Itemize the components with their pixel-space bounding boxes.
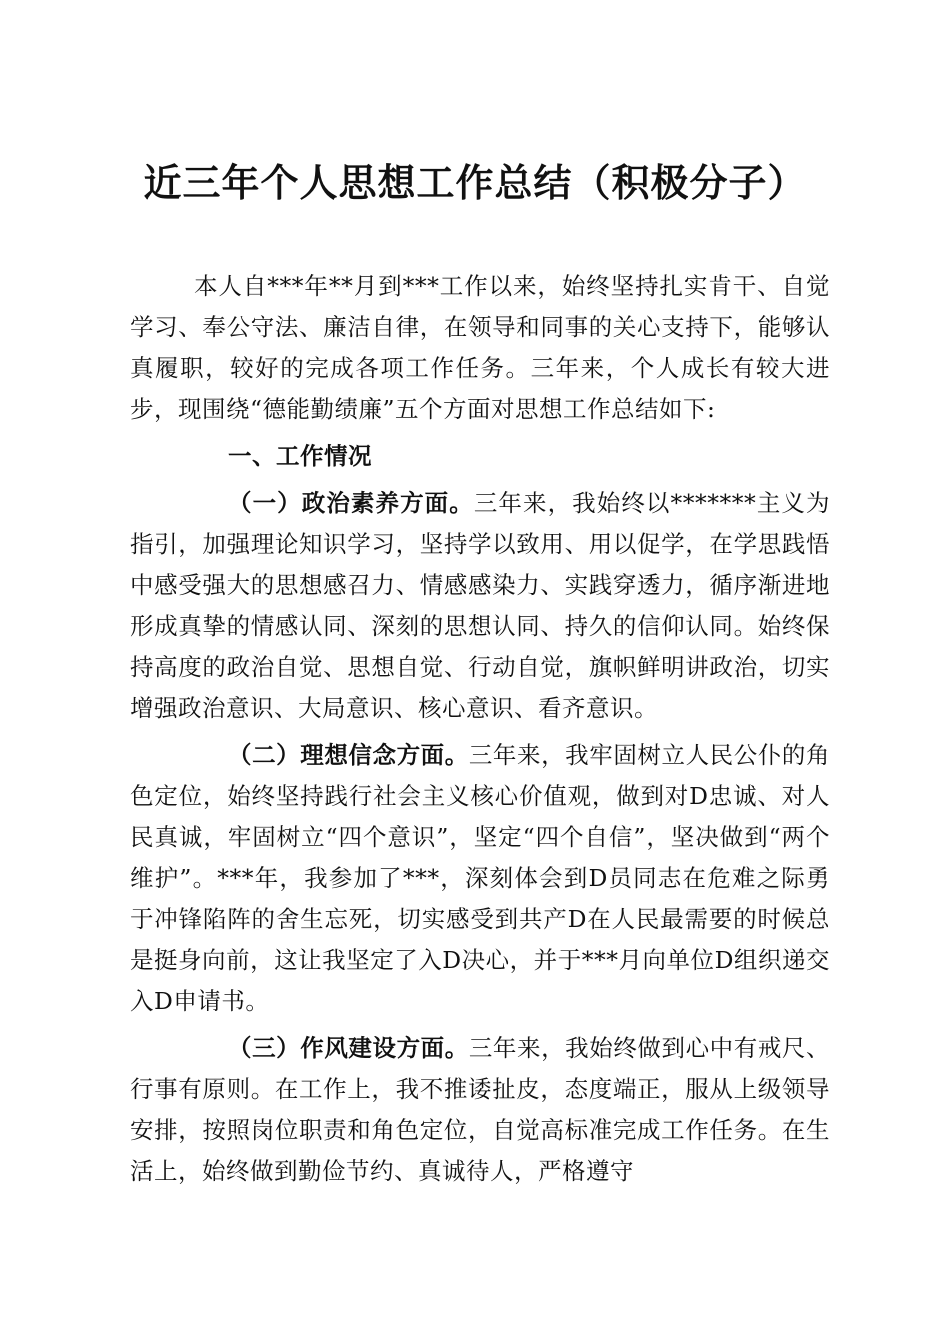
section-ideals: [130, 735, 830, 1022]
document-title: 近三年个人思想工作总结（积极分子）: [143, 160, 807, 205]
section-conduct-text: 三年来，我始终做到心中有戒尺、行事有原则。在工作上，我不推诿扯皮，态度端正，服从上级领导安排，按照岗位职责和角色定位，自觉高标准完成工作任务。在生活上，始终做到勤俭节约、真诚待人，严格遵守: [130, 1034, 831, 1185]
section-heading-work: 一、工作情况: [228, 442, 372, 470]
section-ideals-text: 三年来，我牢固树立人民公仆的角色定位，始终坚持践行社会主义核心价值观，做到对D忠诚、对人民真诚，牢固树立“四个意识”，坚定“四个自信”，坚决做到“两个维护”。***年，我参加了***，深刻体会到D员同志在危难之际勇于冲锋陷阵的舍生忘死，切实感受到共产D在人民最需要的时候总是挺身向前，这让我坚定了入D决心，并于***月向单位D组织递交入D申请书。: [130, 741, 831, 1015]
section-conduct: [130, 1028, 830, 1192]
section-conduct-lead: （三）作风建设方面。: [228, 1034, 469, 1062]
section-political: [130, 483, 830, 729]
intro-paragraph: 本人自***年**月到***工作以来，始终坚持扎实肯干、自觉学习、奉公守法、廉洁自律，在领导和同事的关心支持下，能够认真履职，较好的完成各项工作任务。三年来，个人成长有较大进步，现围绕“德能勤绩廉”五个方面对思想工作总结如下:: [130, 272, 830, 423]
section-political-text: 三年来，我始终以*******主义为指引，加强理论知识学习，坚持学以致用、用以促学，在学思践悟中感受强大的思想感召力、情感感染力、实践穿透力，循序渐进地形成真挚的情感认同、深刻的思想认同、持久的信仰认同。始终保持高度的政治自觉、思想自觉、行动自觉，旗帜鲜明讲政治，切实增强政治意识、大局意识、核心意识、看齐意识。: [130, 489, 831, 722]
document-body: [130, 266, 830, 1192]
section-ideals-lead: （二）理想信念方面。: [228, 741, 469, 769]
section-political-lead: （一）政治素养方面。: [228, 489, 474, 517]
